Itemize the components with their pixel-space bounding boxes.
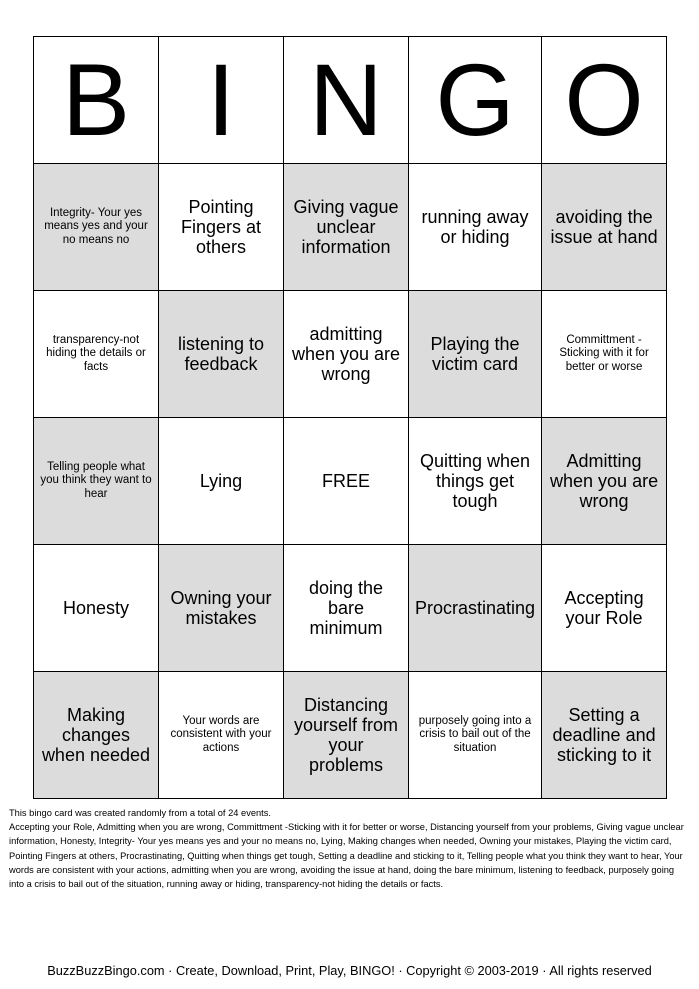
cell-text: Pointing Fingers at others — [180, 197, 262, 257]
bingo-row-2 — [34, 291, 667, 418]
cell-text: Setting a deadline and sticking to it — [552, 705, 656, 765]
bingo-cell — [284, 291, 409, 418]
bingo-cell — [159, 672, 284, 799]
bingo-cell — [34, 672, 159, 799]
bingo-cell — [409, 418, 542, 545]
cell-text: Lying — [199, 471, 243, 491]
bingo-cell — [159, 164, 284, 291]
cell-text: Admitting when you are wrong — [550, 451, 659, 511]
bingo-cell — [409, 291, 542, 418]
bingo-cell — [409, 545, 542, 672]
notes-events: Accepting your Role, Admitting when you are wrong, Committment -Sticking with it for better or worse, Distancing yourself from your problems, Giving vague unclear information, Honesty, Integrity- Your yes means yes and your no means no, Lying, Making changes when needed, Owning your mistakes, Playing the victim card, Pointing Fingers at others, Procrastinating, Quitting when things get tough, Setting a deadline and sticking to it, Telling people what you think they want to hear, Your words are consistent with your actions, admitting when you are wrong, avoiding the issue at hand, doing the bare minimum, listening to feedback, purposely going into a crisis to bail out of the situation, running away or hiding, transparency-not hiding the details or facts. — [9, 822, 684, 890]
cell-text: Integrity- Your yes means yes and your no means no — [44, 206, 148, 246]
cell-text: Accepting your Role — [564, 588, 644, 628]
bingo-cell — [159, 418, 284, 545]
cell-text: doing the bare minimum — [308, 578, 384, 638]
cell-text: Honesty — [62, 598, 130, 618]
cell-text: Owning your mistakes — [170, 588, 272, 628]
bingo-cell — [542, 164, 667, 291]
notes-intro: This bingo card was created randomly from a total of 24 events. — [9, 808, 271, 818]
header-letter-n: N — [284, 37, 409, 164]
bingo-cell — [34, 291, 159, 418]
bingo-cell — [284, 164, 409, 291]
cell-text: Your words are consistent with your actions — [170, 714, 272, 754]
bingo-cell — [34, 418, 159, 545]
cell-text: listening to feedback — [177, 334, 265, 374]
cell-text: Committment -Sticking with it for better or worse — [559, 333, 649, 373]
cell-text: purposely going into a crisis to bail out of the situation — [418, 714, 532, 754]
cell-text: Playing the victim card — [430, 334, 520, 374]
cell-text: admitting when you are wrong — [291, 324, 401, 384]
bingo-cell — [284, 545, 409, 672]
bingo-cell — [159, 545, 284, 672]
bingo-card — [33, 36, 667, 799]
bingo-row-1 — [34, 164, 667, 291]
free-space-cell — [284, 418, 409, 545]
bingo-cell — [542, 291, 667, 418]
cell-text: Distancing yourself from your problems — [293, 695, 399, 775]
bingo-cell — [284, 672, 409, 799]
header-letter-o: O — [542, 37, 667, 164]
cell-text: Telling people what you think they want to hear — [40, 460, 152, 500]
cell-text: running away or hiding — [421, 207, 529, 247]
bingo-cell — [409, 672, 542, 799]
bingo-row-3 — [34, 418, 667, 545]
bingo-cell — [409, 164, 542, 291]
header-letter-i: I — [159, 37, 284, 164]
bingo-cell — [542, 672, 667, 799]
event-list-notes — [9, 806, 691, 891]
header-letter-b: B — [34, 37, 159, 164]
bingo-cell — [34, 164, 159, 291]
free-space-label: FREE — [321, 471, 370, 491]
cell-text: transparency-not hiding the details or facts — [46, 333, 146, 373]
cell-text: Quitting when things get tough — [419, 451, 531, 511]
bingo-header-row — [34, 37, 667, 164]
bingo-cell — [34, 545, 159, 672]
bingo-cell — [542, 545, 667, 672]
cell-text: Procrastinating — [415, 598, 536, 618]
cell-text: Making changes when needed — [41, 705, 151, 765]
bingo-cell — [159, 291, 284, 418]
header-letter-g: G — [409, 37, 542, 164]
cell-text: avoiding the issue at hand — [550, 207, 658, 247]
bingo-row-5 — [34, 672, 667, 799]
bingo-cell — [542, 418, 667, 545]
cell-text: Giving vague unclear information — [293, 197, 399, 257]
site-footer: BuzzBuzzBingo.com · Create, Download, Print, Play, BINGO! · Copyright © 2003-2019 · All rights reserved — [47, 963, 652, 978]
bingo-row-4 — [34, 545, 667, 672]
